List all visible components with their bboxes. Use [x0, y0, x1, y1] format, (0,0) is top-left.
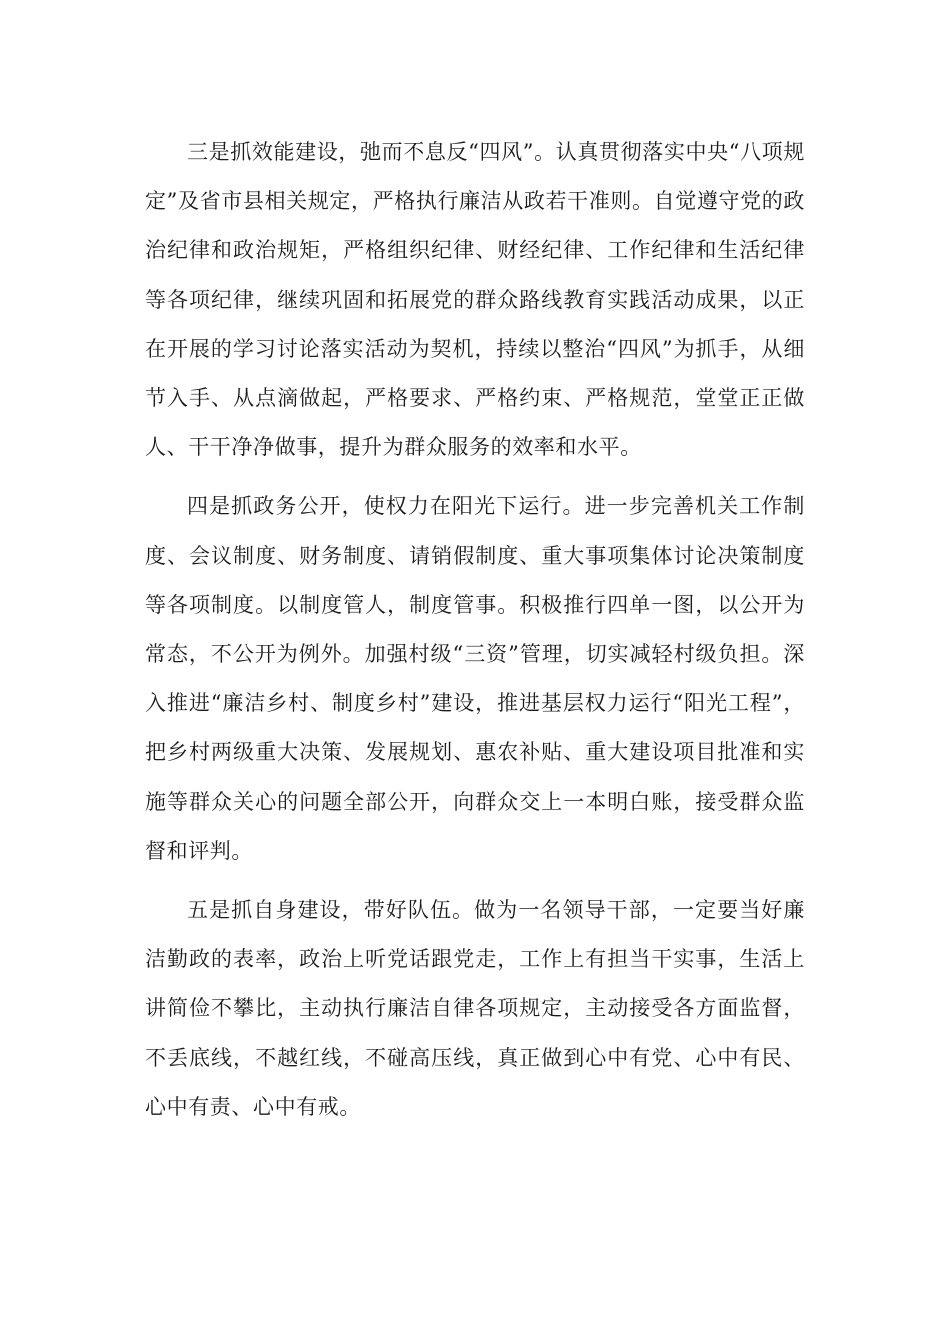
- document-body: [145, 128, 805, 1142]
- paragraph-self-construction: 五是抓自身建设，带好队伍。做为一名领导干部，一定要当好廉洁勤政的表率，政治上听党话跟党走，工作上有担当干实事，生活上讲简俭不攀比，主动执行廉洁自律各项规定，主动接受各方面监督，不丢底线，不越红线，不碰高压线，真正做到心中有党、心中有民、心中有责、心中有戒。: [145, 898, 805, 1119]
- paragraph-efficiency: 三是抓效能建设，弛而不息反“四风”。认真贯彻落实中央“八项规定”及省市县相关规定，严格执行廉洁从政若干准则。自觉遵守党的政治纪律和政治规矩，严格组织纪律、财经纪律、工作纪律和生活纪律等各项纪律，继续巩固和拓展党的群众路线教育实践活动成果，以正在开展的学习讨论落实活动为契机，持续以整治“四风”为抓手，从细节入手、从点滴做起，严格要求、严格约束、严格规范，堂堂正正做人、干干净净做事，提升为群众服务的效率和水平。: [145, 140, 805, 460]
- paragraph-government-affairs: 四是抓政务公开，使权力在阳光下运行。进一步完善机关工作制度、会议制度、财务制度、请销假制度、重大事项集体讨论决策制度等各项制度。以制度管人，制度管事。积极推行四单一图，以公开为常态，不公开为例外。加强村级“三资”管理，切实减轻村级负担。深入推进“廉洁乡村、制度乡村”建设，推进基层权力运行“阳光工程”，把乡村两级重大决策、发展规划、惠农补贴、重大建设项目批准和实施等群众关心的问题全部公开，向群众交上一本明白账，接受群众监督和评判。: [145, 494, 805, 863]
